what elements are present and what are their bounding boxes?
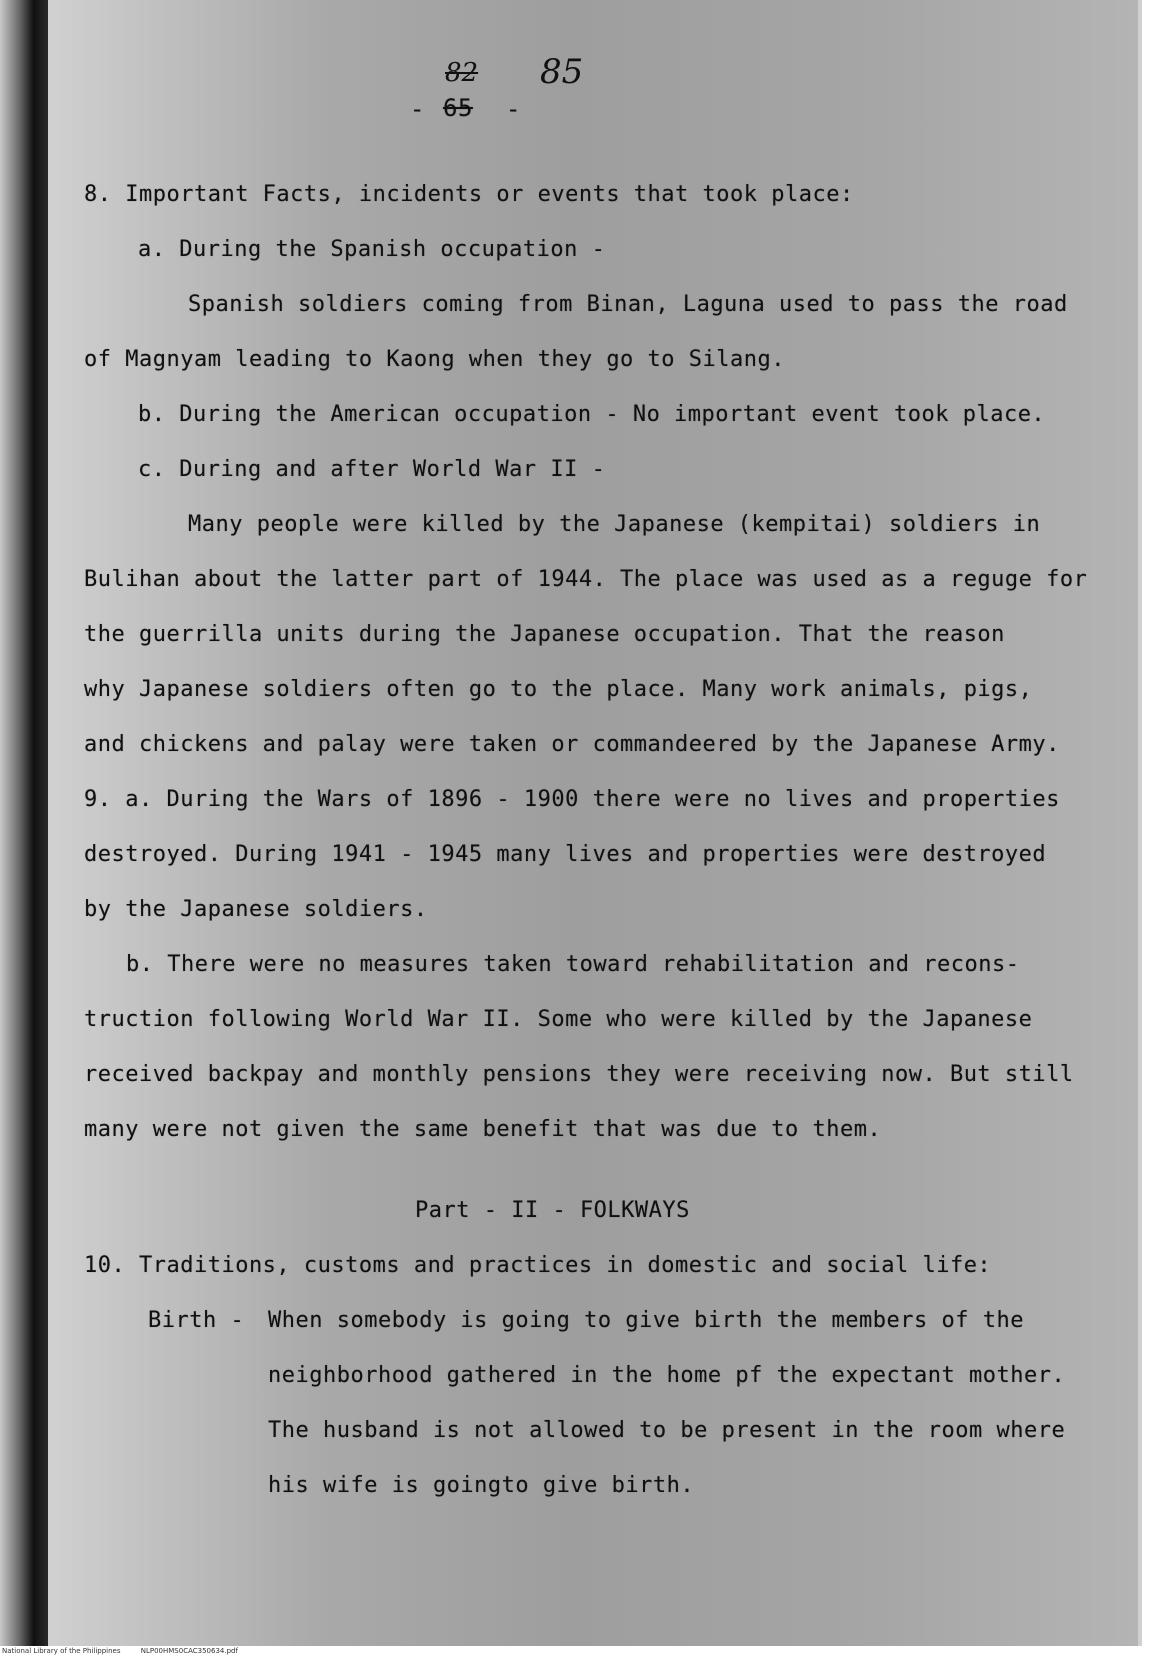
item-8c-heading: c. During and after World War II - xyxy=(138,457,606,482)
struck-page-number-top: 82 xyxy=(445,58,479,88)
birth-text-line-4: his wife is goingto give birth. xyxy=(268,1473,695,1498)
footer-filename: NLP00HMS0CAC350634.pdf xyxy=(140,1647,238,1655)
item-9a-text-line-1: 9. a. During the Wars of 1896 - 1900 there were no lives and properties xyxy=(84,787,1060,812)
item-8c-text-line-4: why Japanese soldiers often go to the place. Many work animals, pigs, xyxy=(84,677,1033,702)
page-number-dash-left: - xyxy=(410,95,425,123)
birth-text-line-1: When somebody is going to give birth the members of the xyxy=(268,1308,1024,1333)
item-8a-heading: a. During the Spanish occupation - xyxy=(138,237,606,262)
item-8c-text-line-2: Bulihan about the latter part of 1944. The place was used as a reguge for xyxy=(84,567,1088,592)
item-9b-text-line-4: many were not given the same benefit that was due to them. xyxy=(84,1117,882,1142)
item-9b-text-line-1: b. There were no measures taken toward rehabilitation and recons- xyxy=(126,952,1020,977)
item-10-heading: 10. Traditions, customs and practices in domestic and social life: xyxy=(84,1253,992,1278)
item-8-heading: 8. Important Facts, incidents or events that took place: xyxy=(84,182,854,207)
struck-page-number-bottom: 65 xyxy=(443,94,473,122)
item-8c-text-line-3: the guerrilla units during the Japanese occupation. That the reason xyxy=(84,622,1005,647)
binding-shadow xyxy=(0,0,48,1646)
paper-right-edge xyxy=(1138,0,1142,1646)
part-ii-heading: Part - II - FOLKWAYS xyxy=(415,1198,690,1223)
birth-text-line-2: neighborhood gathered in the home pf the expectant mother. xyxy=(268,1363,1066,1388)
item-8c-text-line-5: and chickens and palay were taken or commandeered by the Japanese Army. xyxy=(84,732,1060,757)
birth-text-line-3: The husband is not allowed to be present in the room where xyxy=(268,1418,1066,1443)
item-9b-text-line-3: received backpay and monthly pensions they were receiving now. But still xyxy=(84,1062,1074,1087)
item-9b-text-line-2: truction following World War II. Some who were killed by the Japanese xyxy=(84,1007,1033,1032)
birth-label: Birth - xyxy=(148,1308,245,1333)
item-8a-text-line-1: Spanish soldiers coming from Binan, Laguna used to pass the road xyxy=(188,292,1068,317)
item-8c-text-line-1: Many people were killed by the Japanese (kempitai) soldiers in xyxy=(188,512,1041,537)
item-8a-text-line-2: of Magnyam leading to Kaong when they go to Silang. xyxy=(84,347,786,372)
page-number-dash-right: - xyxy=(506,95,521,123)
scan-footer xyxy=(2,1647,256,1655)
handwritten-page-number: 85 xyxy=(540,52,584,92)
footer-library-name: National Library of the Philippines xyxy=(2,1647,121,1655)
item-9a-text-line-2: destroyed. During 1941 - 1945 many lives and properties were destroyed xyxy=(84,842,1047,867)
item-8b-text: b. During the American occupation - No important event took place. xyxy=(138,402,1046,427)
item-9a-text-line-3: by the Japanese soldiers. xyxy=(84,897,428,922)
